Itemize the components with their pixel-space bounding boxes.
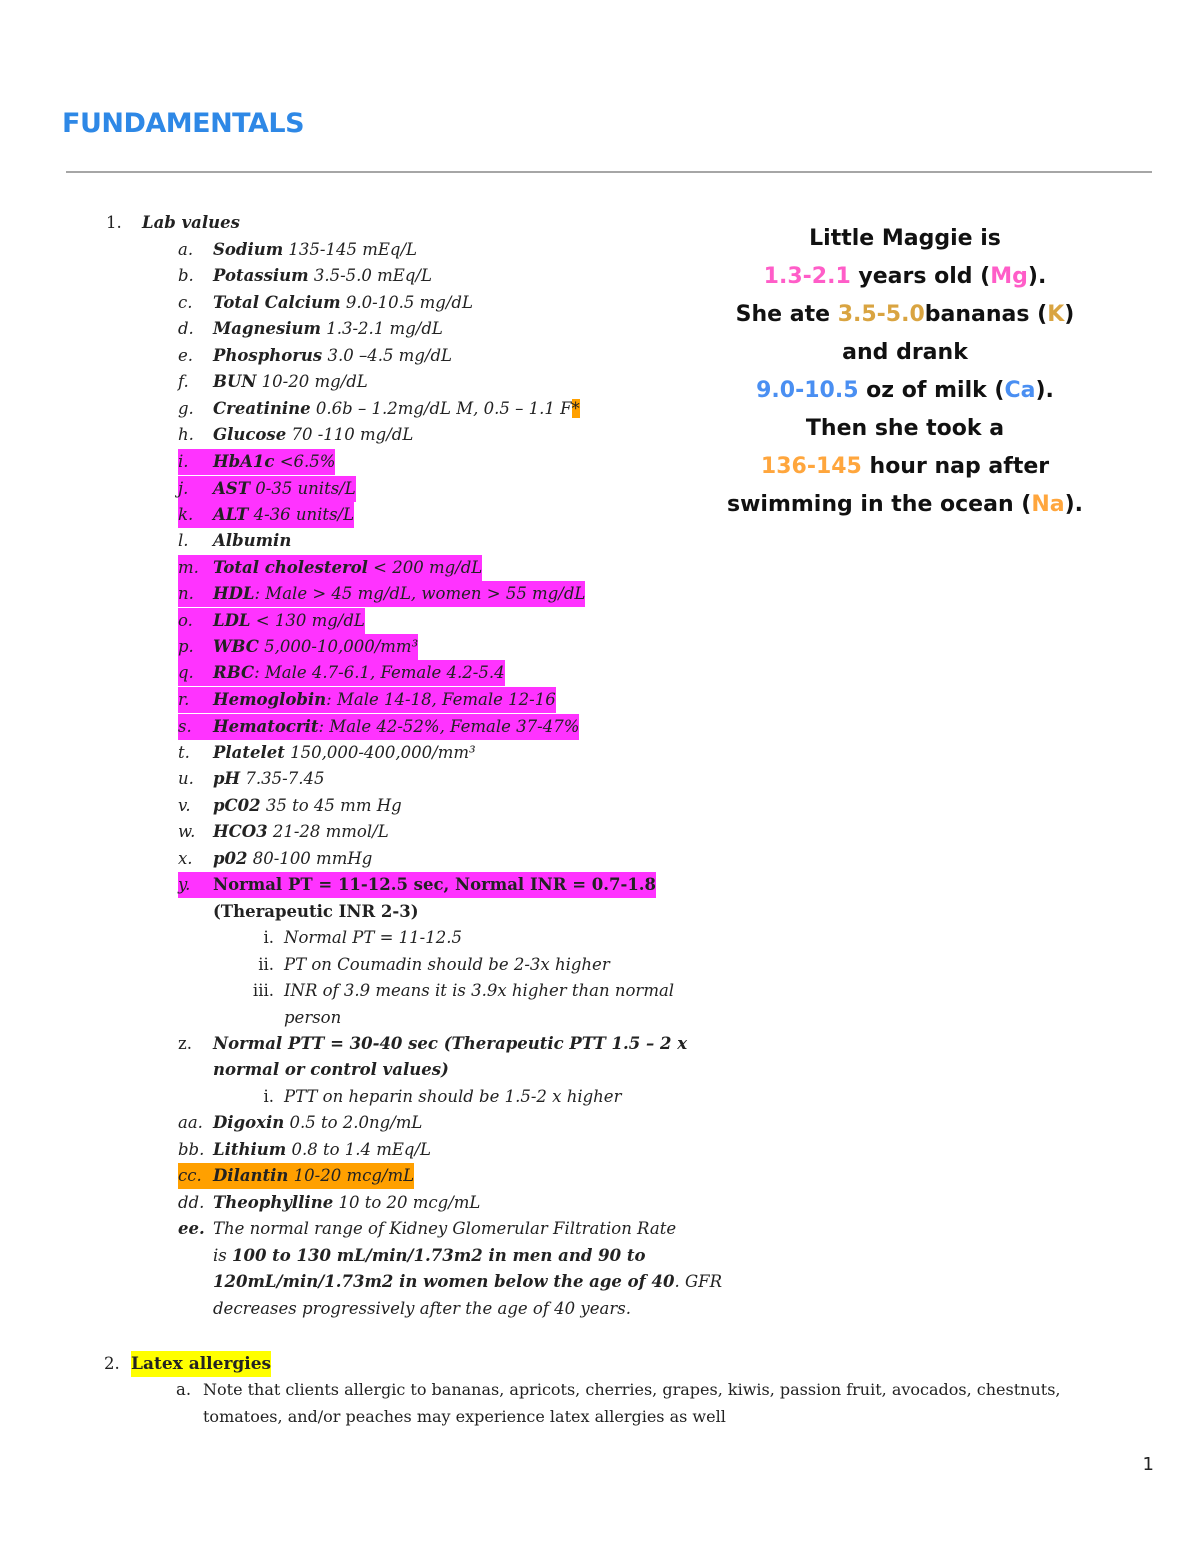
- section-title: Latex allergies: [131, 1354, 272, 1374]
- creatinine-star-mark: *: [571, 399, 580, 418]
- list-number: 1.: [106, 213, 122, 232]
- mnemonic-line-5: 9.0-10.5 oz of milk (Ca).: [756, 378, 1054, 403]
- heading-divider: [66, 171, 1152, 173]
- list-number: 2.: [104, 1354, 120, 1373]
- mnemonic-line-7: 136-145 hour nap after: [760, 454, 1050, 479]
- mnemonic-line-4: and drank: [842, 340, 968, 365]
- mnemonic-line-2: 1.3-2.1 years old (Mg).: [763, 264, 1047, 289]
- mnemonic-line-8: swimming in the ocean (Na).: [726, 492, 1084, 517]
- mnemonic-line-3: She ate 3.5-5.0bananas (K): [735, 302, 1075, 327]
- mnemonic-line-6: Then she took a: [805, 416, 1005, 441]
- mnemonic-line-1: Little Maggie is: [809, 226, 1001, 251]
- page-number: 1: [1142, 1454, 1154, 1475]
- section-title: Lab values: [142, 213, 240, 232]
- page-title: FUNDAMENTALS: [62, 108, 305, 139]
